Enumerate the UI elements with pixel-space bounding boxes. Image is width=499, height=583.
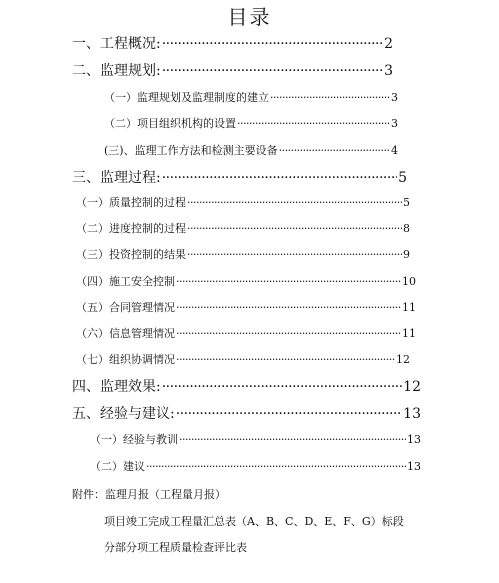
toc-entry-page: 8 <box>403 222 410 235</box>
appendix-item-summary-table: 项目竣工完成工程量汇总表（A、B、C、D、E、F、G）标段 <box>104 515 404 528</box>
toc-entry-label: （七）组织协调情况 <box>76 353 175 366</box>
toc-entry-label: 二、监理规划: <box>72 63 161 79</box>
toc-leader-dots <box>176 274 401 290</box>
toc-entry-2-3[interactable] <box>104 143 398 159</box>
toc-entry-page: 12 <box>403 379 421 395</box>
toc-entry-3-2[interactable] <box>76 221 410 237</box>
toc-leader-dots <box>187 195 402 211</box>
toc-entry-label: （一）监理规划及监理制度的建立 <box>104 91 269 104</box>
toc-entry-label: 四、监理效果: <box>72 379 161 395</box>
toc-entry-page: 13 <box>407 460 421 473</box>
toc-leader-dots <box>179 432 406 448</box>
toc-entry-page: 3 <box>384 63 393 79</box>
toc-entry-page: 13 <box>407 433 421 446</box>
toc-entry-3[interactable] <box>72 168 407 188</box>
toc-entry-label: （五）合同管理情况 <box>76 301 175 314</box>
toc-entry-5-2[interactable] <box>90 459 421 475</box>
toc-leader-dots <box>176 326 401 342</box>
toc-entry-label: （四）施工安全控制 <box>76 275 175 288</box>
toc-entry-page: 3 <box>391 117 398 130</box>
toc-leader-dots <box>162 61 383 81</box>
toc-entry-label: 五、经验与建议: <box>72 406 175 422</box>
toc-entry-2-2[interactable] <box>104 116 398 132</box>
toc-entry-label: （六）信息管理情况 <box>76 327 175 340</box>
toc-entry-label: (三)、监理工作方法和检测主要设备 <box>104 144 278 157</box>
toc-entry-page: 12 <box>396 353 410 366</box>
toc-entry-label: （二）进度控制的过程 <box>76 222 186 235</box>
toc-entry-page: 3 <box>391 91 398 104</box>
toc-entry-page: 13 <box>403 406 421 422</box>
toc-leader-dots <box>187 221 402 237</box>
toc-leader-dots <box>162 34 383 54</box>
toc-leader-dots <box>279 143 390 159</box>
toc-entry-3-3[interactable] <box>76 247 410 263</box>
page-title: 目录 <box>227 5 272 29</box>
toc-leader-dots <box>146 459 406 475</box>
toc-entry-label: （二）建议 <box>90 460 145 473</box>
toc-entry-3-1[interactable] <box>76 195 410 211</box>
toc-entry-3-6[interactable] <box>76 326 416 342</box>
toc-entry-label: （一）质量控制的过程 <box>76 196 186 209</box>
toc-leader-dots <box>187 247 402 263</box>
toc-leader-dots <box>176 352 395 368</box>
toc-entry-3-5[interactable] <box>76 300 416 316</box>
toc-entry-4[interactable] <box>72 377 421 397</box>
toc-entry-page: 2 <box>384 36 393 52</box>
toc-entry-2[interactable] <box>72 61 393 81</box>
toc-entry-label: （三）投资控制的结果 <box>76 248 186 261</box>
toc-entry-page: 10 <box>402 275 416 288</box>
toc-entry-label: 三、监理过程: <box>72 170 161 186</box>
toc-leader-dots <box>270 90 390 106</box>
toc-leader-dots <box>162 168 397 188</box>
toc-entry-3-7[interactable] <box>76 352 410 368</box>
toc-entry-page: 11 <box>402 327 416 340</box>
toc-entry-2-1[interactable] <box>104 90 398 106</box>
toc-entry-page: 11 <box>402 301 416 314</box>
toc-entry-label: （二）项目组织机构的设置 <box>104 117 236 130</box>
toc-leader-dots <box>162 377 402 397</box>
toc-entry-page: 5 <box>403 196 410 209</box>
toc-entry-label: 一、工程概况: <box>72 36 161 52</box>
toc-entry-page: 4 <box>391 144 398 157</box>
toc-entry-5[interactable] <box>72 404 421 424</box>
toc-entry-page: 5 <box>398 170 407 186</box>
toc-entry-3-4[interactable] <box>76 274 416 290</box>
appendix-item-quality-table: 分部分项工程质量检查评比表 <box>104 541 247 554</box>
toc-entry-5-1[interactable] <box>90 432 421 448</box>
toc-entry-page: 9 <box>403 248 410 261</box>
toc-entry-label: （一）经验与教训 <box>90 433 178 446</box>
toc-entry-1[interactable] <box>72 34 393 54</box>
toc-leader-dots <box>176 300 401 316</box>
appendix-heading: 附件：监理月报（工程量月报） <box>72 488 226 501</box>
toc-leader-dots <box>237 116 390 132</box>
toc-leader-dots <box>176 404 402 424</box>
